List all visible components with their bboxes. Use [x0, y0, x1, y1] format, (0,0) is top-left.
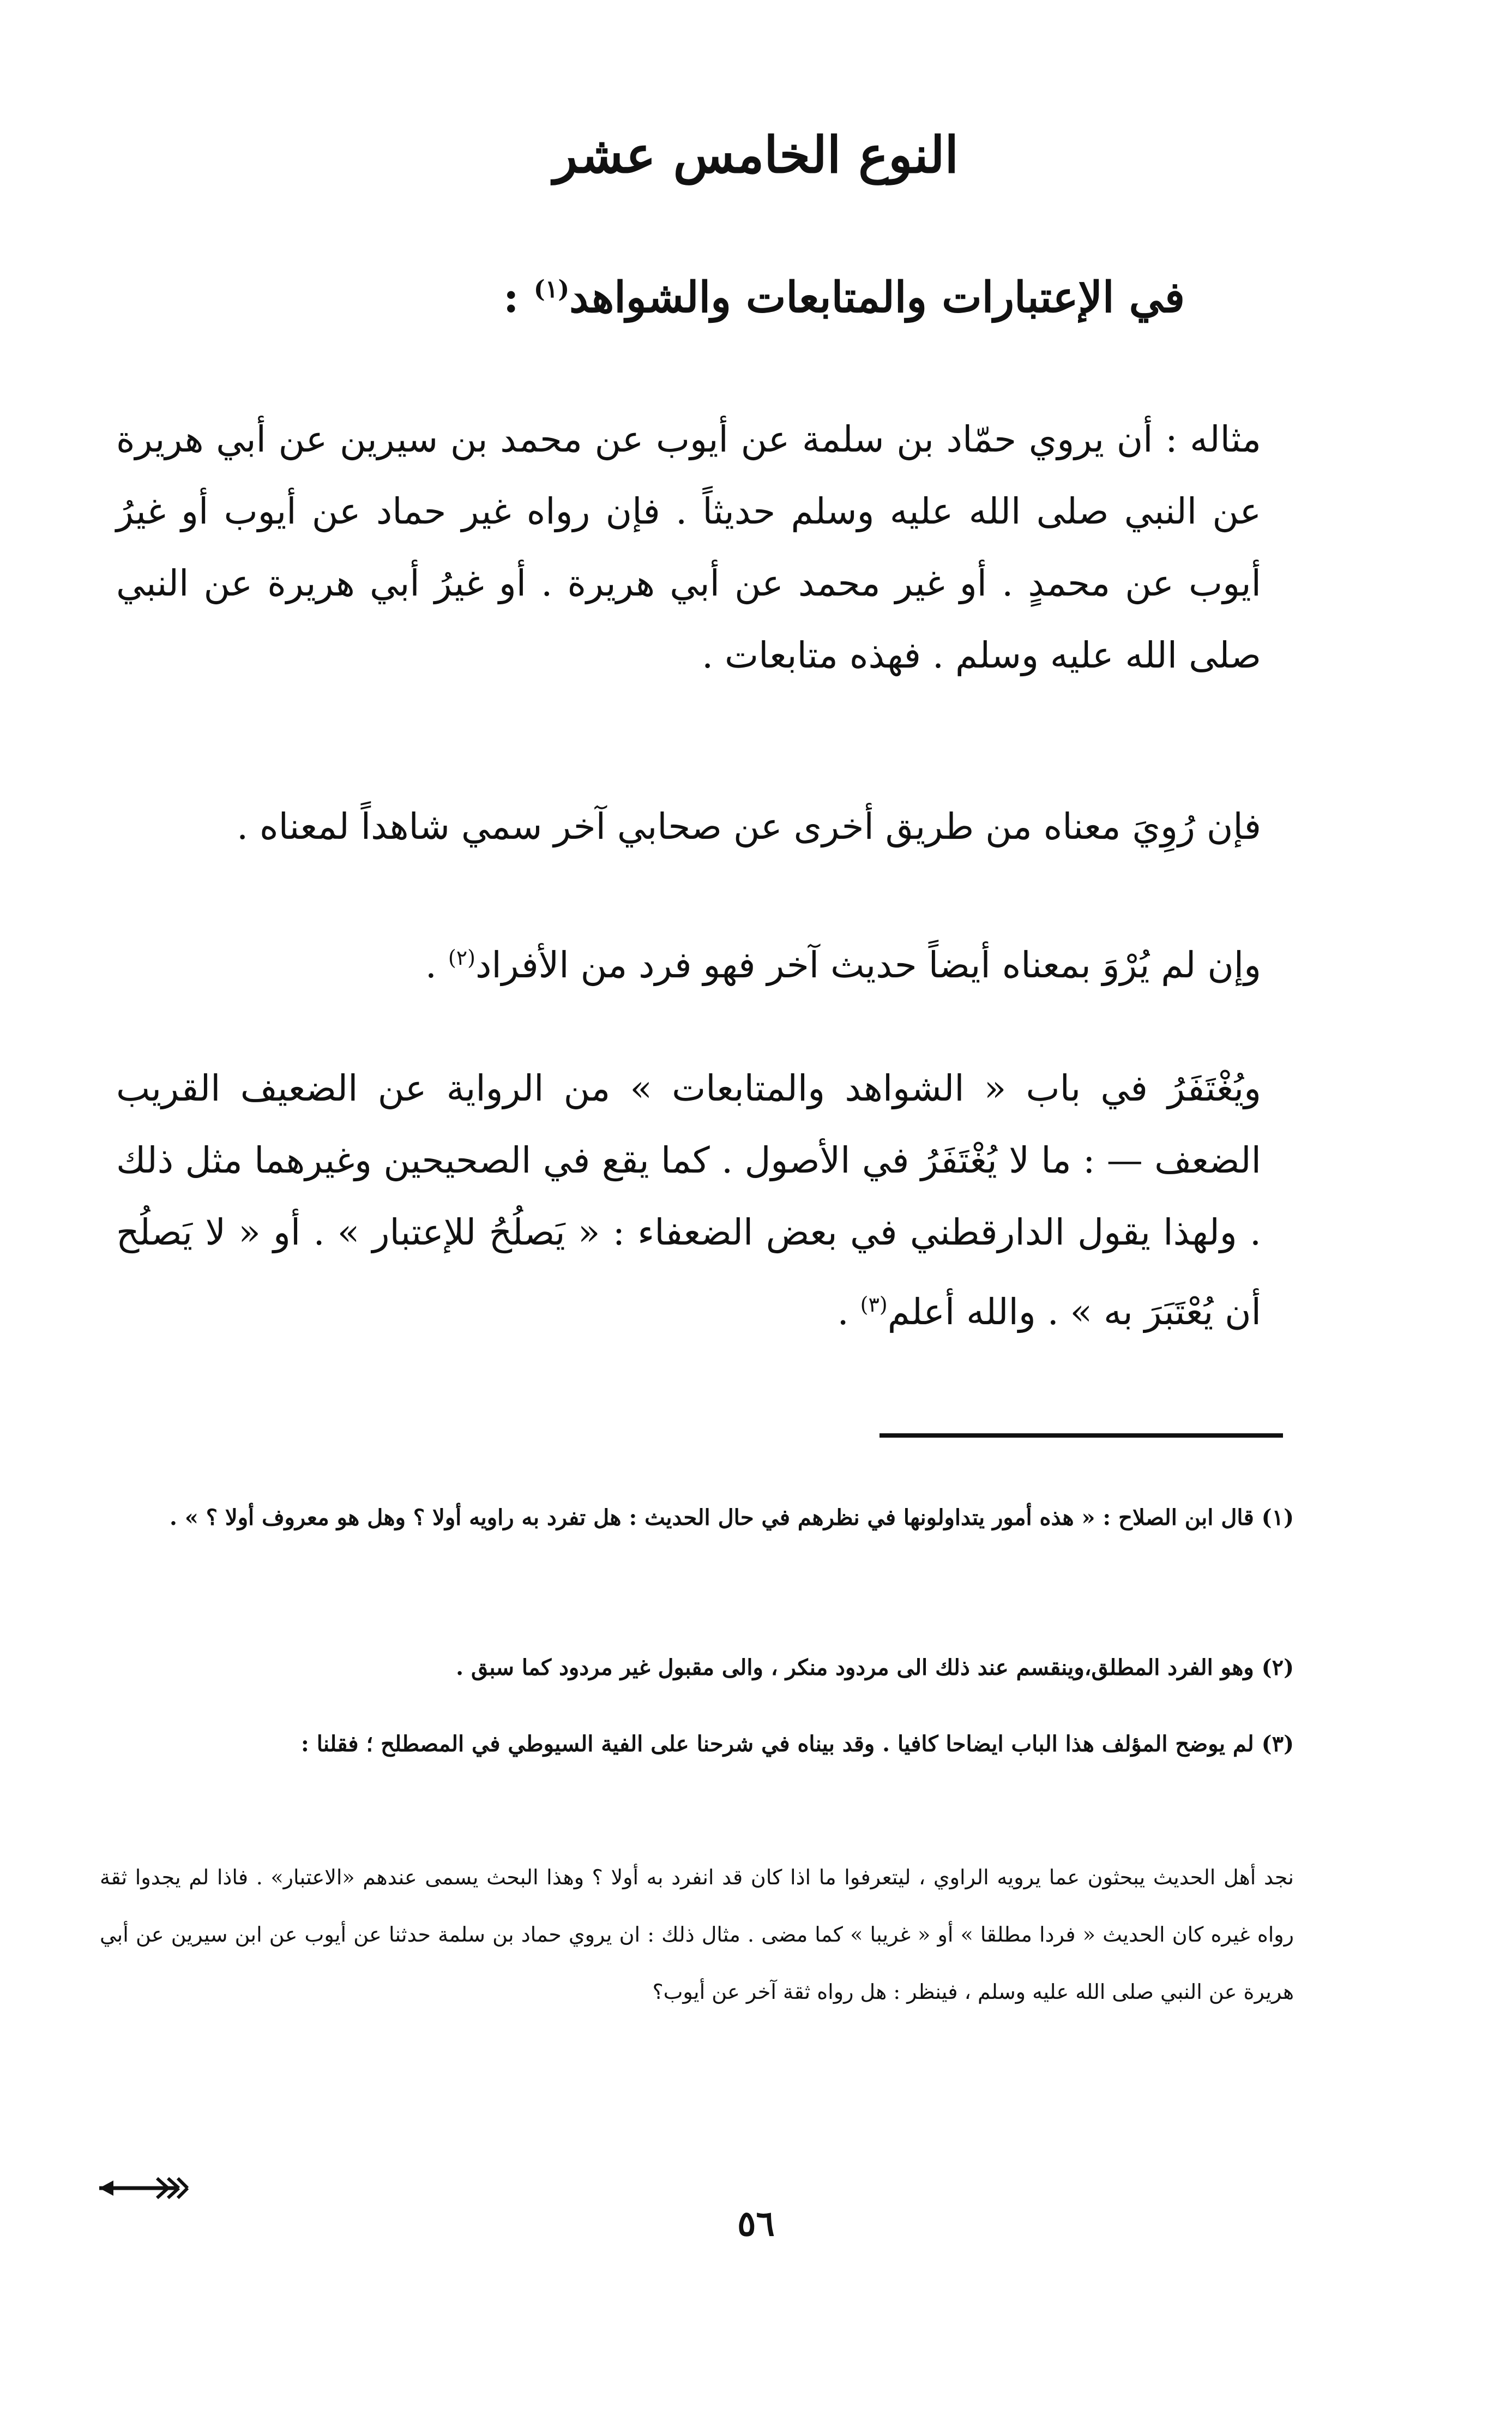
footnote-1: (١) قال ابن الصلاح : « هذه أمور يتداولونها في نظرهم في حال الحديث : هل تفرد به راويه أولا ؟ وهل هو معروف أولا ؟ » .: [169, 1505, 1294, 1530]
paragraph-singular: [116, 922, 1261, 1001]
section-heading-colon: :: [503, 273, 534, 322]
footnote-ref-1: (١): [533, 275, 570, 303]
paragraph-singular-text: وإن لم يُرْوَ بمعناه أيضاً حديث آخر فهو فرد من الأفراد: [475, 944, 1261, 986]
footnote-2: (٢) وهو الفرد المطلق،وينقسم عند ذلك الى مردود منكر ، والى مقبول غير مردود كما سبق .: [456, 1655, 1294, 1680]
paragraph-example: مثاله : أن يروي حمّاد بن سلمة عن أيوب عن محمد بن سيرين عن أبي هريرة عن النبي صلى الله عليه وسلم حديثاً . فإن رواه غير حماد عن أيوب أو غيرُ أيوب عن محمدٍ . أو غير محمد عن أبي هريرة . أو غيرُ أبي هريرة عن النبي صلى الله عليه وسلم . فهذه متابعات .: [116, 418, 1261, 676]
paragraph-tolerance-text: ويُغْتَفَرُ في باب « الشواهد والمتابعات » من الرواية عن الضعيف القريب الضعف — : ما لا يُغْتَفَرُ في الأصول . كما يقع في الصحيحين وغيرهما مثل ذلك . ولهذا يقول الدارقطني في بعض الضعفاء : « يَصلُحُ للإعتبار » . أو « لا يَصلُح أن يُعْتَبَرَ به » . والله أعلم: [116, 1067, 1261, 1333]
page-number: ٥٦: [737, 2203, 775, 2244]
section-heading-text: في الإعتبارات والمتابعات والشواهد: [569, 273, 1185, 322]
paragraph-tolerance: [116, 1053, 1261, 1348]
footnote-ref-2: (٢): [448, 946, 475, 970]
paragraph-tolerance-end: .: [837, 1291, 860, 1333]
paragraph-singular-end: .: [425, 944, 448, 986]
arrow-ornament-icon: [97, 2176, 190, 2200]
footnote-divider: [880, 1433, 1283, 1438]
chapter-title: النوع الخامس عشر: [553, 125, 959, 184]
section-heading: [503, 273, 1185, 322]
footnote-3: (٣) لم يوضح المؤلف هذا الباب ايضاحا كافيا . وقد بيناه في شرحنا على الفية السيوطي في المصطلح ؛ فقلنا :: [301, 1731, 1294, 1757]
footnote-3-commentary: نجد أهل الحديث يبحثون عما يرويه الراوي ، ليتعرفوا ما اذا كان قد انفرد به أولا ؟ وهذا البحث يسمى عندهم «الاعتبار» . فاذا لم يجدوا ثقة رواه غيره كان الحديث « فردا مطلقا » أو « غريبا » كما مضى . مثال ذلك : ان يروي حماد بن سلمة حدثنا عن أيوب عن ابن سيرين عن أبي هريرة عن النبي صلى الله عليه وسلم ، فينظر : هل رواه ثقة آخر عن أيوب؟: [100, 1865, 1294, 2004]
footnote-ref-3: (٣): [860, 1293, 888, 1317]
paragraph-witness: فإن رُوِيَ معناه من طريق أخرى عن صحابي آخر سمي شاهداً لمعناه .: [237, 806, 1261, 848]
